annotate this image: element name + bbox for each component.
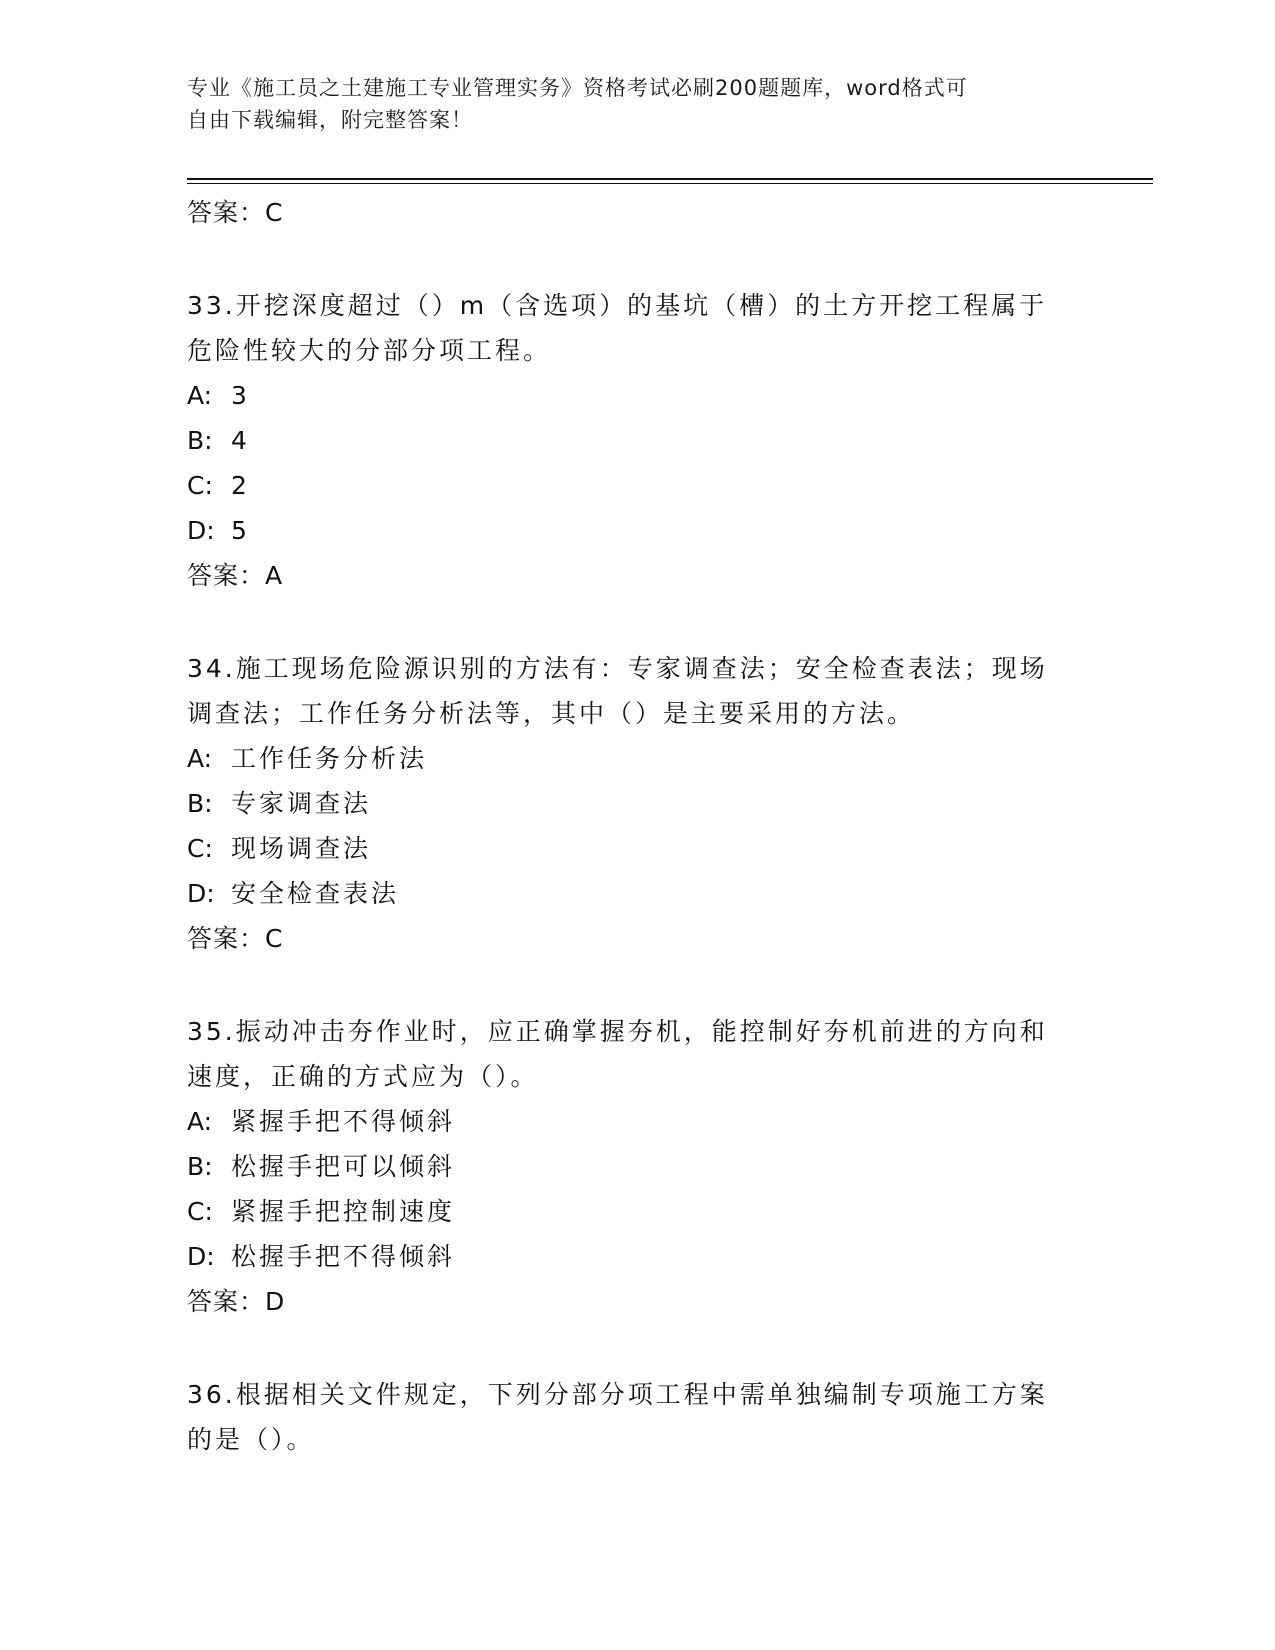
- question-text-line: 34.施工现场危险源识别的方法有：专家调查法；安全检查表法；现场: [187, 654, 1048, 683]
- option-item: [187, 1234, 1087, 1279]
- question-block: [187, 283, 1087, 598]
- option-text: 安全检查表法: [231, 879, 400, 908]
- document-header: [187, 72, 1067, 136]
- option-letter: D:: [187, 516, 215, 545]
- question-text-line: 35.振动冲击夯作业时，应正确掌握夯机，能控制好夯机前进的方向和: [187, 1017, 1048, 1046]
- previous-answer: 答案：C: [187, 198, 284, 227]
- option-letter: B:: [187, 789, 213, 818]
- option-text: 4: [231, 426, 250, 455]
- option-item: [187, 1144, 1087, 1189]
- question-text-line: 33.开挖深度超过（）m（含选项）的基坑（槽）的土方开挖工程属于: [187, 291, 1048, 320]
- option-text: 现场调查法: [231, 834, 372, 863]
- option-item: [187, 871, 1087, 916]
- option-letter: D:: [187, 879, 215, 908]
- question-text-line: 速度，正确的方式应为（）。: [187, 1062, 539, 1091]
- option-letter: D:: [187, 1242, 215, 1271]
- option-item: [187, 418, 1087, 463]
- question-text-line: 36.根据相关文件规定，下列分部分项工程中需单独编制专项施工方案: [187, 1380, 1048, 1409]
- option-text: 专家调查法: [231, 789, 372, 818]
- answer-line: 答案：C: [187, 924, 284, 953]
- header-divider-thin: [187, 183, 1153, 184]
- option-item: [187, 781, 1087, 826]
- option-letter: C:: [187, 834, 213, 863]
- header-divider-thick: [187, 178, 1153, 180]
- option-letter: C:: [187, 1197, 213, 1226]
- option-text: 紧握手把不得倾斜: [231, 1107, 456, 1136]
- option-text: 2: [231, 471, 250, 500]
- question-text-line: 的是（）。: [187, 1425, 315, 1454]
- answer-line: 答案：D: [187, 1287, 286, 1316]
- option-text: 工作任务分析法: [231, 744, 428, 773]
- option-item: [187, 463, 1087, 508]
- option-letter: B:: [187, 426, 213, 455]
- header-line-1: 专业《施工员之土建施工专业管理实务》资格考试必刷200题题库，word格式可: [187, 76, 968, 100]
- option-item: [187, 1099, 1087, 1144]
- option-text: 紧握手把控制速度: [231, 1197, 456, 1226]
- option-item: [187, 1189, 1087, 1234]
- question-block: [187, 1372, 1087, 1462]
- option-letter: A:: [187, 1107, 213, 1136]
- option-item: [187, 826, 1087, 871]
- option-item: [187, 736, 1087, 781]
- option-item: [187, 508, 1087, 553]
- option-text: 松握手把不得倾斜: [231, 1242, 456, 1271]
- option-letter: A:: [187, 381, 213, 410]
- question-text-line: 危险性较大的分部分项工程。: [187, 336, 552, 365]
- question-list: [187, 190, 1087, 1462]
- option-text: 5: [231, 516, 250, 545]
- question-text-line: 调查法；工作任务分析法等，其中（）是主要采用的方法。: [187, 699, 916, 728]
- question-block: [187, 1009, 1087, 1324]
- option-text: 松握手把可以倾斜: [231, 1152, 456, 1181]
- header-line-2: 自由下载编辑，附完整答案！: [187, 108, 473, 132]
- question-block: [187, 646, 1087, 961]
- option-text: 3: [231, 381, 250, 410]
- option-letter: A:: [187, 744, 213, 773]
- option-letter: C:: [187, 471, 213, 500]
- option-letter: B:: [187, 1152, 213, 1181]
- option-item: [187, 373, 1087, 418]
- answer-line: 答案：A: [187, 561, 284, 590]
